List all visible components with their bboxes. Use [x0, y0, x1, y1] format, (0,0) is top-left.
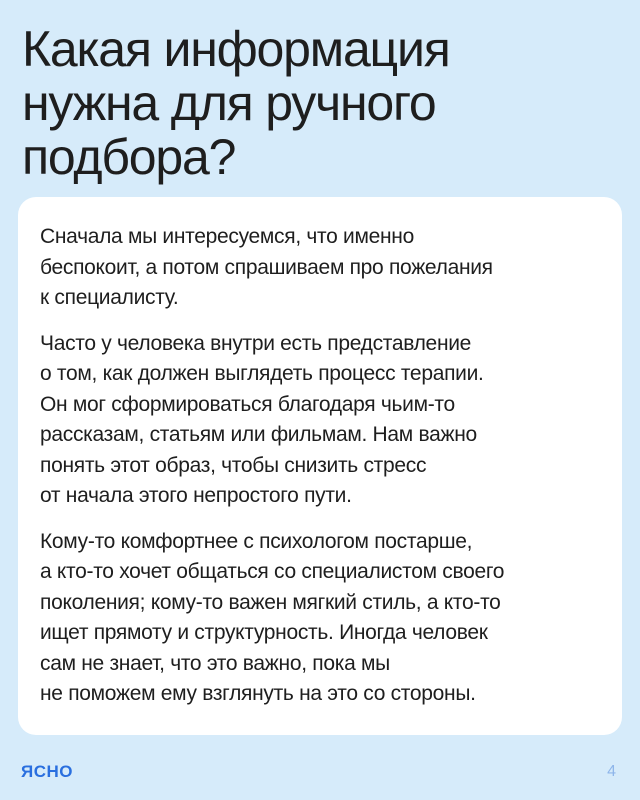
- text-line: а кто-то хочет общаться со специалистом своего: [40, 560, 505, 583]
- text-line: от начала этого непростого пути.: [40, 484, 352, 507]
- paragraph-expectations: [40, 329, 602, 512]
- title-line: подбора?: [22, 129, 236, 185]
- text-line: Сначала мы интересуемся, что именно: [40, 225, 414, 248]
- page-number: 4: [607, 763, 616, 780]
- text-line: беспокоит, а потом спрашиваем про пожелания: [40, 255, 493, 279]
- text-line: Он мог сформироваться благодаря чьим-то: [40, 392, 455, 416]
- title-line: Какая информация: [22, 21, 450, 77]
- text-line: понять этот образ, чтобы снизить стресс: [40, 453, 427, 477]
- text-line: Кому-то комфортнее с психологом постарше,: [40, 529, 473, 553]
- paragraph-intro: [40, 222, 602, 314]
- title-line: нужна для ручного: [22, 75, 436, 131]
- text-card: [18, 197, 622, 735]
- text-line: Часто у человека внутри есть представление: [40, 331, 472, 355]
- text-line: не поможем ему взглянуть на это со стороны.: [40, 682, 476, 705]
- text-line: к специалисту.: [40, 286, 179, 309]
- paragraph-preferences: [40, 527, 602, 710]
- text-line: рассказам, статьям или фильмам. Нам важно: [40, 423, 477, 446]
- page-title: [22, 22, 622, 184]
- text-line: сам не знает, что это важно, пока мы: [40, 651, 390, 675]
- text-line: ищет прямоту и структурность. Иногда человек: [40, 621, 488, 644]
- text-line: поколения; кому-то важен мягкий стиль, а кто-то: [40, 590, 501, 614]
- text-line: о том, как должен выглядеть процесс терапии.: [40, 362, 484, 385]
- brand-logo: ЯСНО: [21, 762, 73, 781]
